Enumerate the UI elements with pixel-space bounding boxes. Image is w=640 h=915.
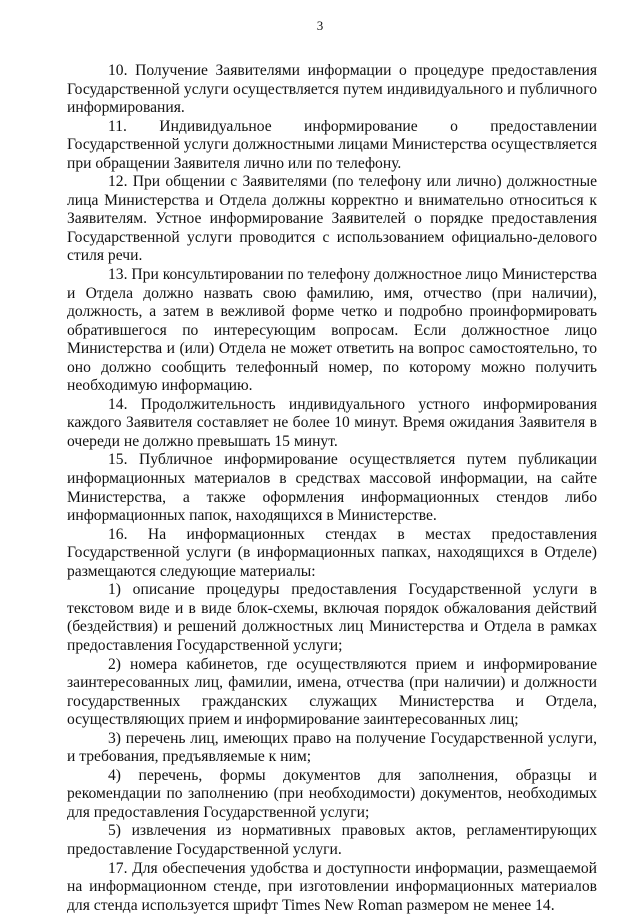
paragraph-14: 14. Продолжительность индивидуального устного информирования каждого Заявителя составляет не более 10 минут. Время ожидания Заявителя в очереди не должно превышать 15 минут.: [67, 395, 597, 450]
paragraph-15: 15. Публичное информирование осуществляется путем публикации информационных материалов в средствах массовой информации, на сайте Министерства, а также оформления информационных стендов либо информационных папок, находящихся в Министерстве.: [67, 451, 597, 525]
paragraph-17: 17. Для обеспечения удобства и доступности информации, размещаемой на информационном стенде, при изготовлении информационных материалов для стенда используется шрифт Times New Roman размером не менее 14.: [67, 859, 597, 914]
list-item-4: 4) перечень, формы документов для заполнения, образцы и рекомендации по заполнению (при необходимости) документов, необходимых для предоставления Государственной услуги;: [67, 766, 597, 821]
page-number: 3: [316, 18, 324, 33]
list-item-5: 5) извлечения из нормативных правовых актов, регламентирующих предоставление Государственной услуги.: [67, 822, 597, 858]
paragraph-10: 10. Получение Заявителями информации о процедуре предоставления Государственной услуги осуществляется путем индивидуального и публичного информирования.: [67, 62, 597, 117]
paragraph-13: 13. При консультировании по телефону должностное лицо Министерства и Отдела должно назвать свою фамилию, имя, отчество (при наличии), должность, а затем в вежливой форме четко и подробно проинформировать обратившегося по интересующим вопросам. Если должностное лицо Министерства и (или) Отдела не может ответить на вопрос самостоятельно, то оно должно сообщить телефонный номер, по которому можно получить необходимую информацию.: [67, 266, 597, 395]
list-item-1: 1) описание процедуры предоставления Государственной услуги в текстовом виде и в виде блок-схемы, включая порядок обжалования действий (бездействия) и решений должностных лиц Министерства и Отдела в рамках предоставления Государственной услуги;: [67, 581, 597, 654]
list-item-3: 3) перечень лиц, имеющих право на получение Государственной услуги, и требования, предъявляемые к ним;: [67, 729, 597, 766]
paragraph-16: 16. На информационных стендах в местах предоставления Государственной услуги (в информационных папках, находящихся в Отделе) размещаются следующие материалы:: [67, 525, 597, 580]
paragraph-11: 11. Индивидуальное информирование о предоставлении Государственной услуги должностными лицами Министерства осуществляется при обращении Заявителя лично или по телефону.: [67, 117, 597, 172]
paragraph-12: 12. При общении с Заявителями (по телефону или лично) должностные лица Министерства и Отдела должны корректно и внимательно относиться к Заявителям. Устное информирование Заявителей о порядке предоставления Государственной услуги проводится с использованием официально-делового стиля речи.: [67, 173, 597, 265]
document-body: [67, 62, 597, 915]
list-item-2: 2) номера кабинетов, где осуществляются прием и информирование заинтересованных лиц, фамилии, имена, отчества (при наличии) и должности государственных гражданских служащих Министерства и Отдела, осуществляющих прием и информирование заинтересованных лиц;: [67, 655, 597, 729]
